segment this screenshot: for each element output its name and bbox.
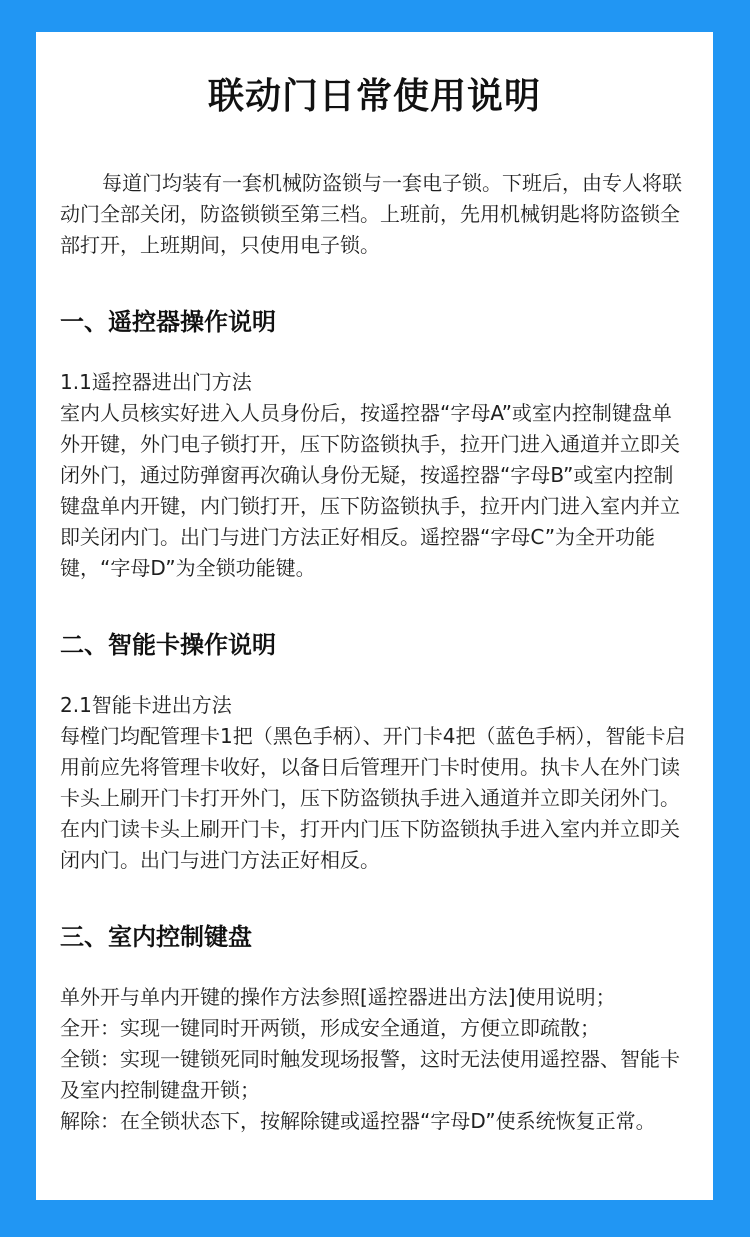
keypad-line-single-open: 单外开与单内开键的操作方法参照[遥控器进出方法]使用说明； [60, 985, 616, 1009]
page-title: 联动门日常使用说明 [207, 76, 541, 117]
section-heading-smartcard: 二、智能卡操作说明 [60, 631, 276, 659]
paragraph-smartcard-method: 每樘门均配管理卡1把（黑色手柄）、开门卡4把（蓝色手柄），智能卡启用前应先将管理卡收好，以备日后管理开门卡时使用。执卡人在外门读卡头上刷开门卡打开外门，压下防盗锁执手进入通道并立即关闭外门。在内门读卡头上刷开门卡，打开内门压下防盗锁执手进入室内并立即关闭内门。出门与进门方法正好相反。 [60, 724, 686, 872]
keypad-line-release: 解除：在全锁状态下，按解除键或遥控器“字母D”使系统恢复正常。 [60, 1109, 656, 1133]
section-heading-keypad: 三、室内控制键盘 [60, 923, 252, 951]
keypad-line-all-lock: 全锁：实现一键锁死同时触发现场报警，这时无法使用遥控器、智能卡及室内控制键盘开锁； [60, 1047, 680, 1102]
section-heading-remote: 一、遥控器操作说明 [60, 308, 276, 336]
subheading-smartcard-method: 2.1智能卡进出方法 [60, 693, 232, 717]
paragraph-remote-method: 室内人员核实好进入人员身份后，按遥控器“字母A”或室内控制键盘单外开键，外门电子锁打开，压下防盗锁执手，拉开门进入通道并立即关闭外门，通过防弹窗再次确认身份无疑，按遥控器“字母B”或室内控制键盘单内开键，内门锁打开，压下防盗锁执手，拉开内门进入室内并立即关闭内门。出门与进门方法正好相反。遥控器“字母C”为全开功能键，“字母D”为全锁功能键。 [60, 401, 680, 580]
section-body-remote [60, 367, 689, 584]
document-card [36, 32, 713, 1200]
section-body-keypad [60, 982, 689, 1137]
keypad-line-all-open: 全开：实现一键同时开两锁，形成安全通道，方便立即疏散； [60, 1016, 600, 1040]
subheading-remote-method: 1.1遥控器进出门方法 [60, 370, 252, 394]
section-body-smartcard [60, 690, 689, 876]
intro-paragraph: 每道门均装有一套机械防盗锁与一套电子锁。下班后，由专人将联动门全部关闭，防盗锁锁至第三档。上班前，先用机械钥匙将防盗锁全部打开，上班期间，只使用电子锁。 [60, 171, 682, 257]
